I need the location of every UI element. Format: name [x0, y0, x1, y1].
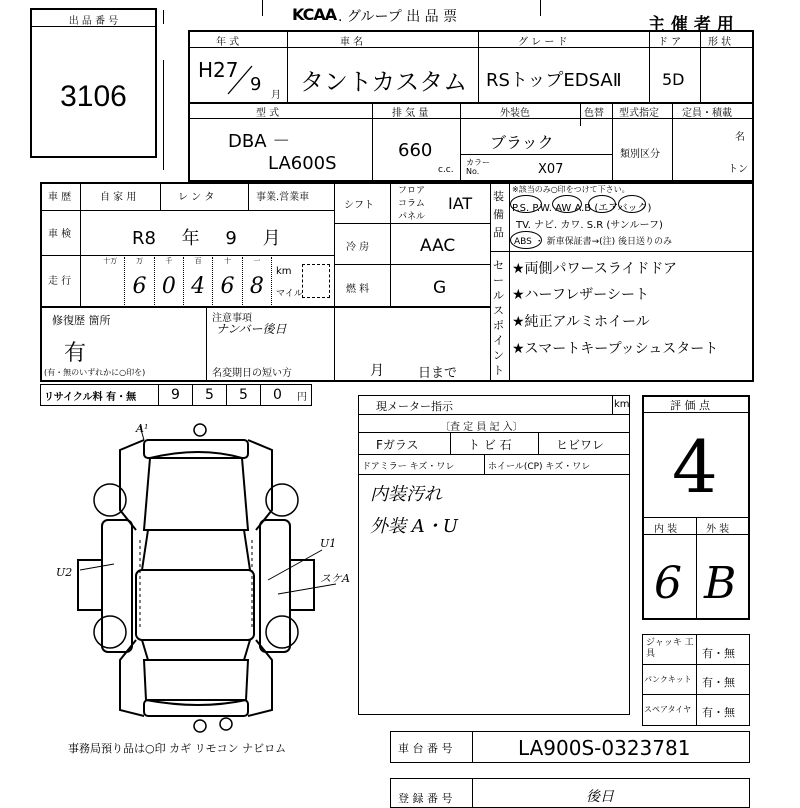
- capacity-label: 定員・積載: [682, 108, 732, 119]
- exterior-color-label: 外装色: [500, 108, 530, 119]
- recycle-digit: 5: [226, 384, 260, 406]
- mileage-unit-label: 千: [165, 257, 173, 265]
- form-title: . グループ 出 品 票: [338, 9, 458, 25]
- repair-value: 有: [64, 341, 87, 366]
- lot-box: [30, 8, 157, 158]
- interior-label: 内 装: [654, 524, 678, 535]
- mileage-cell: [243, 257, 272, 305]
- color-code: X07: [538, 162, 564, 177]
- recycle-digit: 9: [158, 384, 192, 406]
- capacity-unit: 名: [735, 132, 745, 143]
- fuel-label: 燃 料: [346, 284, 370, 295]
- vehicle-name: タントカスタム: [300, 68, 468, 96]
- jack-label: ジャッキ 工 具: [646, 638, 694, 659]
- shift-floor: フロア: [398, 186, 426, 196]
- exterior-label: 外 装: [706, 524, 730, 535]
- diagram-note-a: A¹: [136, 422, 149, 435]
- month-unit: 月: [271, 90, 281, 101]
- caution-label: 注意事項: [212, 313, 252, 324]
- recycle-grid: [158, 384, 294, 406]
- history-label: 車 歴: [48, 192, 72, 203]
- sales-point-3: ★純正アルミホイール: [512, 314, 650, 330]
- chip-label: ト ビ 石: [468, 438, 512, 452]
- mileage-digit: 8: [249, 274, 264, 299]
- mileage-digit: 6: [132, 274, 147, 299]
- ac-value: AAC: [420, 236, 456, 256]
- mileage-cell: [125, 257, 154, 305]
- ab-circle: [618, 195, 646, 213]
- inspector-label: 〔査 定 員 記 入〕: [440, 422, 523, 433]
- doors-value: 5D: [662, 70, 685, 89]
- repair-label: 修復歴 箇所: [52, 314, 111, 327]
- shift-value: IAT: [448, 194, 473, 213]
- displacement-value: 660: [398, 140, 433, 161]
- puncture-value: 有・無: [702, 676, 735, 689]
- inspection-value: R8 年 9 月: [132, 228, 281, 249]
- mileage-cell: [184, 257, 213, 305]
- diagram-note-ska: スケA: [320, 572, 350, 585]
- ps-circle: [510, 195, 542, 213]
- name-change-day: 日まで: [418, 366, 458, 381]
- mileage-unit-label: 十万: [103, 257, 118, 265]
- rental-use: レ ン タ: [178, 192, 215, 203]
- score-label: 評 価 点: [670, 399, 710, 412]
- equipment-line3: ABS ・ 新車保証書→(注) 後日送りのみ: [514, 237, 673, 247]
- kcaa-logo: KCAA: [292, 5, 337, 24]
- inspector-note-2: 外装 A・U: [370, 516, 458, 537]
- caution-value: ナンバー後日: [216, 322, 287, 336]
- inspector-note-1: 内装汚れ: [370, 484, 442, 505]
- business-use: 事業.営業車: [256, 192, 310, 203]
- registration-value: 後日: [586, 789, 614, 805]
- mileage-cell: [213, 257, 242, 305]
- exterior-score: B: [704, 558, 737, 609]
- spare-value: 有・無: [702, 706, 735, 719]
- load-unit: トン: [728, 164, 748, 175]
- grade-value: RSトップEDSAⅡ: [486, 70, 622, 91]
- mirror-label: ドアミラー キズ・ワレ: [362, 462, 455, 472]
- recycle-digit: 5: [192, 384, 226, 406]
- name-change-label: 名変期日の短い方: [212, 368, 292, 379]
- km-unit: km: [276, 266, 292, 277]
- recycle-digit: 0: [260, 384, 294, 406]
- type-designation-label: 型式指定: [619, 108, 659, 119]
- interior-score: 6: [654, 558, 682, 609]
- registration-label: 登 録 番 号: [398, 792, 453, 805]
- category-label: 類別区分: [620, 149, 660, 160]
- shift-panel: パネル: [398, 212, 426, 222]
- color-change-label: 色替: [584, 108, 604, 119]
- mile-checkbox[interactable]: [302, 264, 330, 298]
- mileage-cell: [155, 257, 184, 305]
- year-label: 年 式: [216, 37, 240, 48]
- diagram-note-u2: U2: [56, 566, 73, 579]
- grade-label: グ レ ー ド: [518, 37, 568, 48]
- mileage-unit-label: 一: [253, 257, 261, 265]
- ac-label: 冷 房: [346, 242, 370, 253]
- recycle-unit: 円: [297, 392, 307, 403]
- model-prefix: DBA －: [228, 131, 291, 152]
- spare-label: スペアタイヤ: [644, 705, 692, 714]
- displacement-label: 排 気 量: [392, 108, 429, 119]
- abs-circle: [510, 231, 542, 249]
- meter-unit: km: [614, 399, 630, 410]
- lot-number: 3106: [60, 80, 127, 113]
- year-month: 9: [250, 74, 262, 95]
- mile-unit: マイル: [276, 289, 303, 299]
- mileage-digit: 4: [191, 274, 206, 299]
- mileage-unit-label: 百: [194, 257, 202, 265]
- organizer-label: 主 催 者 用: [648, 15, 734, 35]
- jack-value: 有・無: [702, 647, 735, 660]
- sales-point-4: ★スマートキープッシュスタート: [512, 341, 719, 357]
- mileage-label: 走 行: [48, 276, 72, 287]
- model-code: LA600S: [268, 153, 337, 174]
- wheel-label: ホイール(CP) キズ・ワレ: [488, 462, 591, 472]
- inspection-label: 車 検: [48, 229, 72, 240]
- mileage-digit: 6: [220, 274, 235, 299]
- year-era: H27: [198, 58, 239, 82]
- mileage-unit-label: 十: [223, 257, 231, 265]
- sales-point-1: ★両側パワースライドドア: [512, 261, 678, 277]
- mileage-digit: 0: [161, 274, 176, 299]
- shift-column: コラム: [398, 199, 425, 209]
- office-note: 事務局預り品は○印 カギ リモコン ナビロム: [68, 742, 287, 755]
- cc-unit: c.c.: [438, 165, 454, 175]
- glass-label: Fガラス: [376, 438, 419, 452]
- equipment-line1: P.S. P.W. AW A.B (エアバック): [512, 203, 652, 214]
- diagram-note-u1: U1: [320, 537, 337, 550]
- mileage-cell: [96, 257, 125, 305]
- sales-point-2: ★ハーフレザーシート: [512, 287, 650, 303]
- sales-label: セールスポイント: [493, 259, 504, 377]
- model-label: 型 式: [256, 108, 280, 119]
- color-no-label: カラーNo.: [466, 158, 490, 176]
- mileage-unit-label: 万: [135, 257, 143, 265]
- shape-label: 形 状: [708, 37, 732, 48]
- mileage-grid: [96, 257, 272, 305]
- car-diagram: [40, 410, 360, 740]
- lot-label: 出 品 番 号: [68, 16, 119, 27]
- shift-label: シフト: [344, 200, 374, 211]
- equipment-label: 装備品: [493, 190, 504, 239]
- fuel-value: G: [433, 278, 447, 298]
- exterior-color-value: ブラック: [490, 133, 554, 152]
- overall-score: 4: [672, 425, 718, 509]
- name-change-month: 月: [370, 363, 384, 379]
- equipment-note: ※該当のみ○印をつけて下さい。: [512, 185, 630, 194]
- repair-note: (有・無のいずれかに○印を): [44, 368, 146, 377]
- aw-circle: [588, 195, 616, 213]
- chassis-label: 車 台 番 号: [398, 742, 453, 755]
- pw-circle: [552, 195, 582, 213]
- meter-label: 現メーター指示: [376, 400, 453, 413]
- puncture-label: パンクキット: [644, 675, 692, 684]
- recycle-label: リサイクル料 有・無: [44, 392, 137, 403]
- equipment-line2: TV. ナビ. カワ. S.R (サンルーフ): [516, 220, 663, 231]
- name-label: 車 名: [340, 37, 364, 48]
- private-use: 自 家 用: [100, 192, 137, 203]
- doors-label: ド ア: [658, 37, 682, 48]
- chassis-number: LA900S-0323781: [518, 736, 691, 760]
- crack-label: ヒビワレ: [556, 438, 605, 452]
